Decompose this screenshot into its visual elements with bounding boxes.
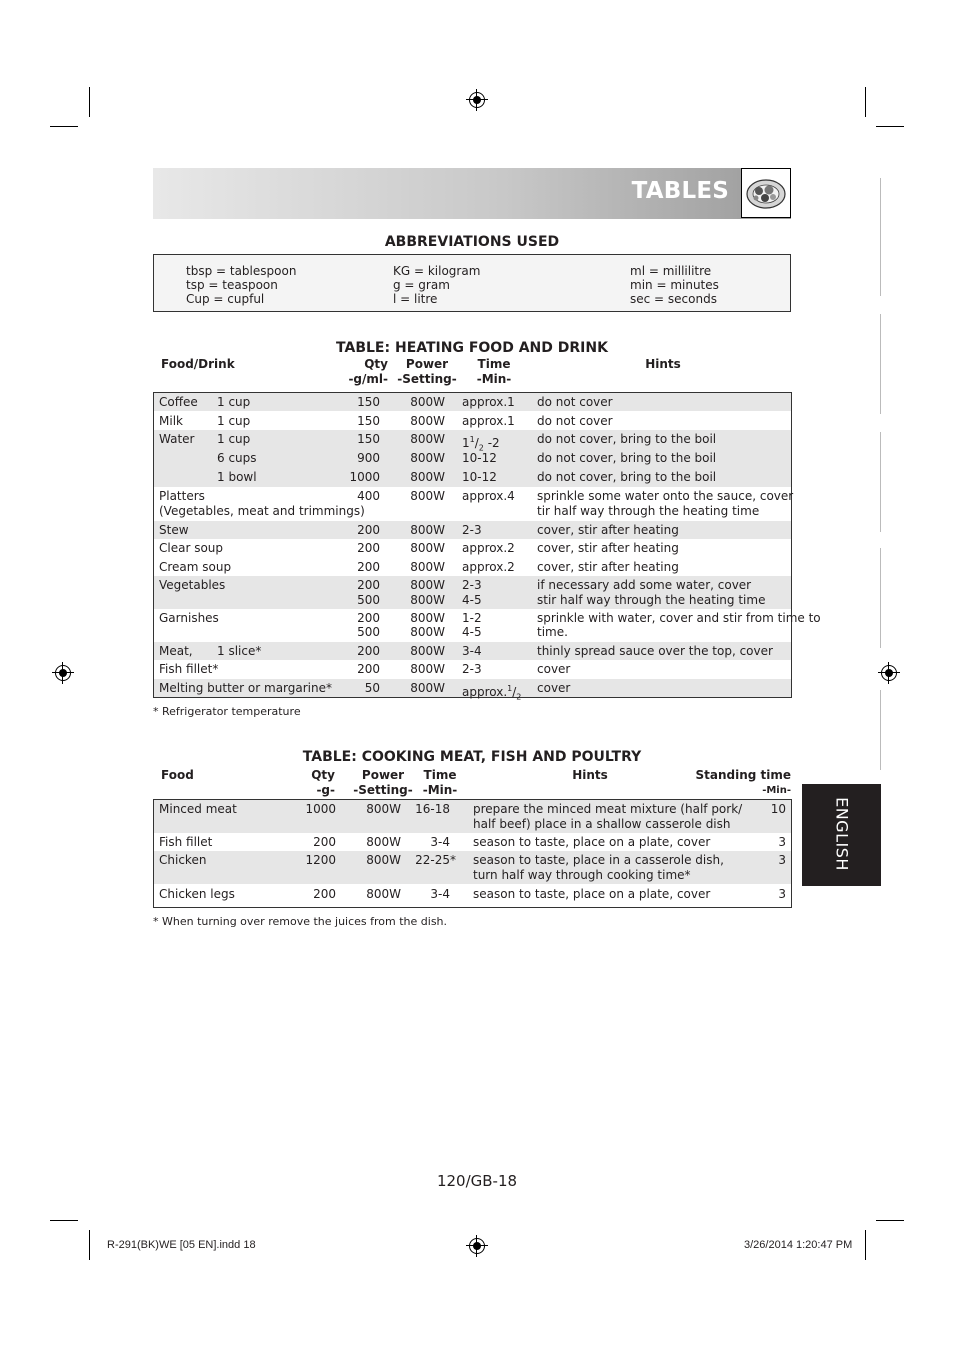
col-header-qty: Qty -g- bbox=[311, 768, 335, 797]
qty-cell: 200 bbox=[357, 644, 380, 658]
time-cell: approx.1 bbox=[462, 414, 515, 428]
table-row bbox=[154, 851, 791, 884]
power-cell: 800W bbox=[366, 887, 401, 901]
abbrev-column bbox=[186, 264, 296, 306]
food-cell: Stew bbox=[159, 523, 189, 537]
hints-cell: stir half way through the heating time bbox=[537, 593, 766, 607]
power-cell: 800W bbox=[410, 593, 445, 607]
food-cell: Fish fillet bbox=[159, 835, 213, 849]
portion-cell: 1 cup bbox=[217, 414, 251, 428]
time-cell: 10-12 bbox=[462, 470, 497, 484]
food-cell: Chicken legs bbox=[159, 887, 235, 901]
language-tab-label: ENGLISH bbox=[832, 797, 852, 871]
hints-cell: time. bbox=[537, 625, 568, 639]
hints-cell: do not cover bbox=[537, 395, 613, 409]
time-cell: 4-5 bbox=[462, 625, 482, 639]
abbrev-item: tbsp = tablespoon bbox=[186, 264, 297, 278]
hints-cell: do not cover, bring to the boil bbox=[537, 432, 717, 446]
col-header-time: Time -Min- bbox=[476, 357, 512, 386]
side-divider bbox=[880, 432, 881, 532]
time-cell: $1^1/_2$ -2 bbox=[462, 435, 500, 453]
hints-cell: sprinkle some water onto the sauce, cover bbox=[537, 489, 794, 503]
crop-mark bbox=[876, 1220, 904, 1221]
time-cell: approx.2 bbox=[462, 560, 515, 574]
power-cell: 800W bbox=[410, 470, 445, 484]
hints-cell: cover, stir after heating bbox=[537, 560, 679, 574]
food-cell: Platters bbox=[159, 489, 205, 503]
hints-cell: half beef) place in a shallow casserole dish bbox=[473, 817, 731, 831]
table-row bbox=[154, 558, 791, 576]
heating-table-title: TABLE: HEATING FOOD AND DRINK bbox=[336, 340, 608, 356]
food-cell: Minced meat bbox=[159, 802, 237, 816]
power-cell: 800W bbox=[410, 489, 445, 503]
food-cell: Fish fillet* bbox=[159, 662, 219, 676]
time-cell: 3-4 bbox=[430, 887, 450, 901]
cooking-table bbox=[153, 799, 792, 908]
qty-cell: 1000 bbox=[305, 802, 336, 816]
food-cell: Clear soup bbox=[159, 541, 224, 555]
portion-cell: 6 cups bbox=[217, 451, 257, 465]
power-cell: 800W bbox=[410, 625, 445, 639]
hints-cell: prepare the minced meat mixture (half pork/ bbox=[473, 802, 743, 816]
power-cell: 800W bbox=[410, 451, 445, 465]
food-cell: (Vegetables, meat and trimmings) bbox=[159, 504, 365, 518]
qty-cell: 50 bbox=[364, 681, 380, 695]
footer-filename: R-291(BK)WE [05 EN].indd 18 bbox=[107, 1239, 256, 1251]
hints-cell: do not cover, bring to the boil bbox=[537, 451, 717, 465]
crop-mark bbox=[50, 1220, 78, 1221]
side-divider bbox=[880, 314, 881, 414]
power-cell: 800W bbox=[410, 681, 445, 695]
language-tab bbox=[802, 784, 881, 886]
food-cell: Coffee bbox=[159, 395, 198, 409]
col-header-hints: Hints bbox=[572, 768, 608, 782]
hints-cell: turn half way through cooking time* bbox=[473, 868, 691, 882]
heating-footnote: * Refrigerator temperature bbox=[153, 705, 301, 718]
qty-cell: 200 bbox=[313, 835, 336, 849]
table-row bbox=[154, 609, 821, 642]
food-plate-icon bbox=[741, 168, 791, 218]
power-cell: 800W bbox=[410, 541, 445, 555]
cooking-footnote: * When turning over remove the juices from the dish. bbox=[153, 915, 448, 928]
portion-cell: 1 cup bbox=[217, 432, 251, 446]
hints-cell: cover, stir after heating bbox=[537, 541, 679, 555]
portion-cell: 1 cup bbox=[217, 395, 251, 409]
table-row bbox=[154, 487, 794, 520]
power-cell: 800W bbox=[410, 560, 445, 574]
time-cell: 1-2 bbox=[462, 611, 482, 625]
table-row bbox=[154, 660, 791, 678]
portion-cell: 1 slice* bbox=[217, 644, 262, 658]
crop-mark bbox=[89, 87, 90, 117]
standing-cell: 10 bbox=[770, 802, 786, 816]
crop-mark bbox=[876, 126, 904, 127]
table-row bbox=[154, 679, 791, 702]
time-cell: 2-3 bbox=[462, 523, 482, 537]
abbrev-item: min = minutes bbox=[630, 278, 719, 292]
power-cell: 800W bbox=[410, 414, 445, 428]
title-banner bbox=[153, 168, 791, 219]
time-cell: 10-12 bbox=[462, 451, 497, 465]
food-cell: Vegetables bbox=[159, 578, 226, 592]
power-cell: 800W bbox=[410, 395, 445, 409]
abbrev-item: ml = millilitre bbox=[630, 264, 712, 278]
table-row bbox=[154, 539, 791, 557]
col-header-power: Power -Setting- bbox=[397, 357, 457, 386]
table-row bbox=[154, 800, 791, 833]
abbrev-column bbox=[630, 264, 719, 306]
registration-mark-icon bbox=[55, 665, 71, 681]
time-cell: 4-5 bbox=[462, 593, 482, 607]
table-row bbox=[154, 521, 791, 539]
table-row bbox=[154, 430, 791, 487]
time-cell: approx.2 bbox=[462, 541, 515, 555]
side-divider bbox=[880, 690, 881, 770]
time-cell: approx.4 bbox=[462, 489, 515, 503]
food-cell: Cream soup bbox=[159, 560, 232, 574]
power-cell: 800W bbox=[366, 835, 401, 849]
abbrev-item: sec = seconds bbox=[630, 292, 717, 306]
hints-cell: cover, stir after heating bbox=[537, 523, 679, 537]
hints-cell: tir half way through the heating time bbox=[537, 504, 760, 518]
power-cell: 800W bbox=[410, 662, 445, 676]
crop-mark bbox=[50, 126, 78, 127]
time-cell: $approx.^1/_2$ bbox=[462, 684, 522, 702]
heating-table bbox=[153, 392, 821, 702]
standing-cell: 3 bbox=[778, 887, 786, 901]
qty-cell: 900 bbox=[357, 451, 380, 465]
abbrev-item: tsp = teaspoon bbox=[186, 278, 278, 292]
standing-cell: 3 bbox=[778, 853, 786, 867]
crop-mark bbox=[89, 1230, 90, 1260]
col-header-food: Food bbox=[161, 768, 194, 782]
hints-cell: do not cover, bring to the boil bbox=[537, 470, 717, 484]
abbrev-item: KG = kilogram bbox=[393, 264, 481, 278]
abbreviations-heading: ABBREVIATIONS USED bbox=[384, 234, 560, 250]
power-cell: 800W bbox=[410, 578, 445, 592]
registration-mark-icon bbox=[469, 92, 485, 108]
qty-cell: 200 bbox=[357, 541, 380, 555]
power-cell: 800W bbox=[410, 644, 445, 658]
col-header-hints: Hints bbox=[645, 357, 681, 371]
side-divider bbox=[880, 548, 881, 648]
qty-cell: 150 bbox=[357, 395, 380, 409]
hints-cell: if necessary add some water, cover bbox=[537, 578, 752, 592]
power-cell: 800W bbox=[410, 523, 445, 537]
standing-cell: 3 bbox=[778, 835, 786, 849]
qty-cell: 1200 bbox=[305, 853, 336, 867]
time-cell: 3-4 bbox=[462, 644, 482, 658]
qty-cell: 400 bbox=[357, 489, 380, 503]
food-cell: Meat, bbox=[159, 644, 193, 658]
abbrev-column bbox=[393, 264, 480, 306]
abbrev-item: l = litre bbox=[393, 292, 438, 306]
power-cell: 800W bbox=[410, 611, 445, 625]
qty-cell: 200 bbox=[357, 523, 380, 537]
time-cell: 16-18 bbox=[415, 802, 450, 816]
table-row bbox=[154, 393, 791, 411]
power-cell: 800W bbox=[366, 853, 401, 867]
food-cell: Milk bbox=[159, 414, 183, 428]
qty-cell: 200 bbox=[357, 611, 380, 625]
qty-cell: 150 bbox=[357, 414, 380, 428]
food-cell: Garnishes bbox=[159, 611, 219, 625]
side-divider bbox=[880, 178, 881, 296]
portion-cell: 1 bowl bbox=[217, 470, 257, 484]
col-header-food: Food/Drink bbox=[161, 357, 235, 371]
crop-mark bbox=[865, 1230, 866, 1260]
qty-cell: 200 bbox=[313, 887, 336, 901]
food-cell: Melting butter or margarine* bbox=[159, 681, 332, 695]
qty-cell: 150 bbox=[357, 432, 380, 446]
hints-cell: cover bbox=[537, 681, 571, 695]
table-row bbox=[154, 642, 791, 660]
col-header-standing: Standing time -Min- bbox=[695, 768, 791, 796]
qty-cell: 200 bbox=[357, 578, 380, 592]
qty-cell: 1000 bbox=[349, 470, 380, 484]
hints-cell: do not cover bbox=[537, 414, 613, 428]
table-row bbox=[154, 576, 791, 609]
registration-mark-icon bbox=[469, 1238, 485, 1254]
cooking-table-title: TABLE: COOKING MEAT, FISH AND POULTRY bbox=[302, 749, 642, 765]
hints-cell: sprinkle with water, cover and stir from time to bbox=[537, 611, 821, 625]
abbreviations-box bbox=[153, 254, 791, 312]
registration-mark-icon bbox=[881, 665, 897, 681]
page-number: 120/GB-18 bbox=[436, 1172, 518, 1190]
hints-cell: season to taste, place in a casserole dish, bbox=[473, 853, 724, 867]
table-row bbox=[154, 885, 791, 905]
time-cell: approx.1 bbox=[462, 395, 515, 409]
col-header-qty: Qty -g/ml- bbox=[348, 357, 388, 386]
hints-cell: season to taste, place on a plate, cover bbox=[473, 887, 711, 901]
qty-cell: 200 bbox=[357, 662, 380, 676]
food-cell: Chicken bbox=[159, 853, 207, 867]
power-cell: 800W bbox=[366, 802, 401, 816]
hints-cell: cover bbox=[537, 662, 571, 676]
table-row bbox=[154, 412, 791, 430]
footer-timestamp: 3/26/2014 1:20:47 PM bbox=[744, 1239, 853, 1251]
abbrev-item: Cup = cupful bbox=[186, 292, 265, 306]
qty-cell: 200 bbox=[357, 560, 380, 574]
table-row bbox=[154, 833, 791, 851]
qty-cell: 500 bbox=[357, 593, 380, 607]
qty-cell: 500 bbox=[357, 625, 380, 639]
page-title: TABLES bbox=[631, 178, 729, 204]
crop-mark bbox=[865, 87, 866, 117]
abbrev-item: g = gram bbox=[393, 278, 450, 292]
time-cell: 2-3 bbox=[462, 578, 482, 592]
hints-cell: season to taste, place on a plate, cover bbox=[473, 835, 711, 849]
power-cell: 800W bbox=[410, 432, 445, 446]
time-cell: 22-25* bbox=[415, 853, 456, 867]
time-cell: 2-3 bbox=[462, 662, 482, 676]
time-cell: 3-4 bbox=[430, 835, 450, 849]
col-header-time: Time -Min- bbox=[422, 768, 458, 797]
col-header-power: Power -Setting- bbox=[353, 768, 413, 797]
food-cell: Water bbox=[159, 432, 195, 446]
hints-cell: thinly spread sauce over the top, cover bbox=[537, 644, 773, 658]
